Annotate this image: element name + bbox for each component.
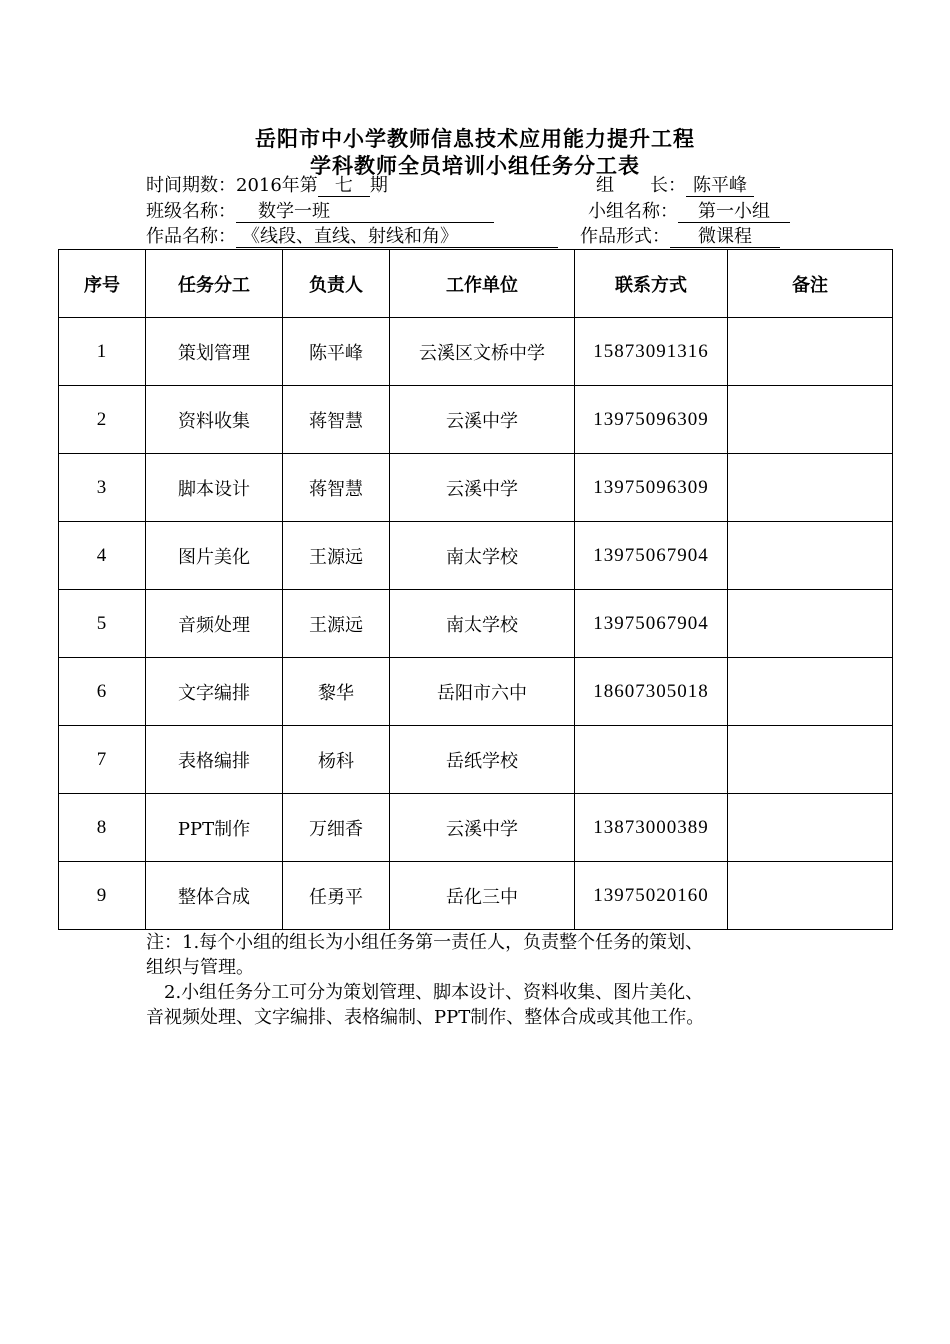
note-line: 组织与管理。 (146, 957, 254, 978)
table-row (59, 522, 893, 590)
task-table (58, 249, 893, 930)
cell-owner: 黎华 (283, 658, 390, 726)
cell-remarks (728, 590, 893, 658)
table-row (59, 454, 893, 522)
header-unit: 工作单位 (390, 250, 575, 318)
period-year: 2016年第 (236, 175, 318, 196)
cell-remarks (728, 522, 893, 590)
table-row (59, 658, 893, 726)
cell-unit: 南太学校 (390, 590, 575, 658)
cell-unit: 岳化三中 (390, 862, 575, 930)
class-field (146, 200, 494, 224)
cell-index: 8 (59, 794, 146, 862)
table-header-row (59, 250, 893, 318)
cell-task: 策划管理 (146, 318, 283, 386)
cell-unit: 云溪区文桥中学 (390, 318, 575, 386)
cell-task: 表格编排 (146, 726, 283, 794)
cell-task: 音频处理 (146, 590, 283, 658)
cell-contact: 13975067904 (575, 590, 728, 658)
cell-remarks (728, 862, 893, 930)
group-value: 第一小组 (678, 202, 790, 223)
class-label: 班级名称： (146, 201, 236, 222)
header-remarks: 备注 (728, 250, 893, 318)
group-field (588, 200, 790, 224)
leader-label: 组 长： (596, 175, 686, 196)
cell-contact (575, 726, 728, 794)
cell-task: 图片美化 (146, 522, 283, 590)
group-label: 小组名称： (588, 201, 678, 222)
cell-remarks (728, 318, 893, 386)
cell-remarks (728, 794, 893, 862)
cell-index: 5 (59, 590, 146, 658)
class-value: 数学一班 (236, 202, 494, 223)
note-line: 2.小组任务分工可分为策划管理、脚本设计、资料收集、图片美化、 (164, 982, 704, 1003)
cell-contact: 15873091316 (575, 318, 728, 386)
period-field (146, 174, 388, 198)
header-owner: 负责人 (283, 250, 390, 318)
note-line: 音视频处理、文字编排、表格编制、PPT制作、整体合成或其他工作。 (146, 1007, 705, 1028)
cell-remarks (728, 454, 893, 522)
document-subtitle: 学科教师全员培训小组任务分工表 (310, 153, 640, 178)
cell-contact: 13873000389 (575, 794, 728, 862)
cell-contact: 13975067904 (575, 522, 728, 590)
cell-remarks (728, 386, 893, 454)
header-index: 序号 (59, 250, 146, 318)
cell-owner: 杨科 (283, 726, 390, 794)
cell-index: 3 (59, 454, 146, 522)
cell-index: 1 (59, 318, 146, 386)
cell-unit: 南太学校 (390, 522, 575, 590)
cell-unit: 岳阳市六中 (390, 658, 575, 726)
cell-index: 4 (59, 522, 146, 590)
document-title: 岳阳市中小学教师信息技术应用能力提升工程 (255, 126, 695, 151)
cell-task: PPT制作 (146, 794, 283, 862)
table-row (59, 794, 893, 862)
table-row (59, 862, 893, 930)
period-suffix: 期 (369, 175, 388, 196)
cell-remarks (728, 726, 893, 794)
form-label: 作品形式： (580, 226, 670, 247)
cell-task: 脚本设计 (146, 454, 283, 522)
leader-field (596, 174, 754, 198)
leader-value: 陈平峰 (686, 176, 754, 197)
cell-owner: 任勇平 (283, 862, 390, 930)
cell-task: 整体合成 (146, 862, 283, 930)
cell-index: 7 (59, 726, 146, 794)
cell-unit: 云溪中学 (390, 454, 575, 522)
cell-owner: 蒋智慧 (283, 454, 390, 522)
cell-contact: 13975096309 (575, 386, 728, 454)
table-row (59, 386, 893, 454)
table-row (59, 590, 893, 658)
work-field (146, 225, 558, 249)
cell-owner: 陈平峰 (283, 318, 390, 386)
cell-task: 文字编排 (146, 658, 283, 726)
cell-index: 6 (59, 658, 146, 726)
work-value: 《线段、直线、射线和角》 (236, 227, 558, 248)
table-row (59, 318, 893, 386)
cell-contact: 13975096309 (575, 454, 728, 522)
cell-owner: 蒋智慧 (283, 386, 390, 454)
cell-index: 2 (59, 386, 146, 454)
cell-index: 9 (59, 862, 146, 930)
form-value: 微课程 (670, 227, 780, 248)
work-label: 作品名称： (146, 226, 236, 247)
cell-task: 资料收集 (146, 386, 283, 454)
period-number: 七 (318, 176, 370, 197)
footnotes (146, 930, 846, 1030)
cell-unit: 云溪中学 (390, 794, 575, 862)
cell-contact: 18607305018 (575, 658, 728, 726)
cell-unit: 岳纸学校 (390, 726, 575, 794)
cell-owner: 王源远 (283, 590, 390, 658)
period-label: 时间期数： (146, 175, 236, 196)
table-row (59, 726, 893, 794)
note-line: 注：1.每个小组的组长为小组任务第一责任人，负责整个任务的策划、 (146, 932, 704, 953)
cell-owner: 王源远 (283, 522, 390, 590)
cell-unit: 云溪中学 (390, 386, 575, 454)
form-field (580, 225, 780, 249)
cell-owner: 万细香 (283, 794, 390, 862)
cell-contact: 13975020160 (575, 862, 728, 930)
header-contact: 联系方式 (575, 250, 728, 318)
cell-remarks (728, 658, 893, 726)
header-task: 任务分工 (146, 250, 283, 318)
